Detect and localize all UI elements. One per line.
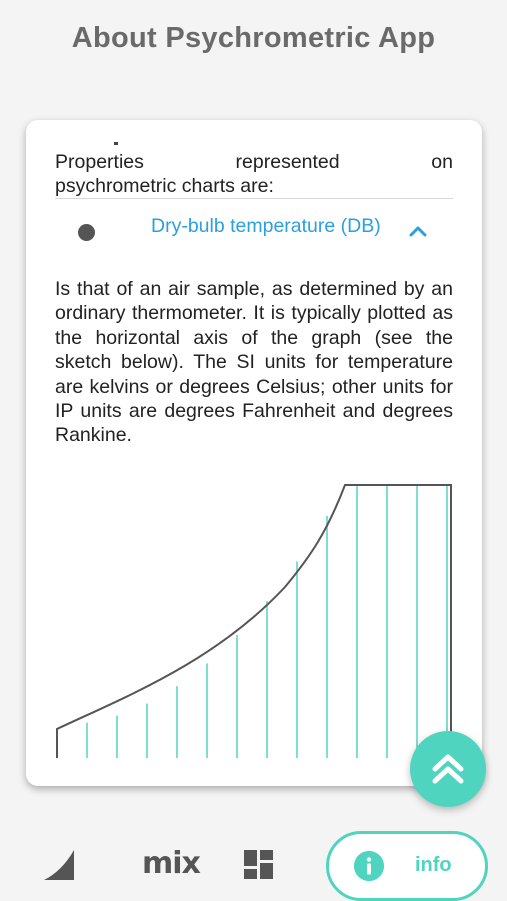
dry-bulb-sketch bbox=[55, 482, 455, 762]
intro-word: on bbox=[431, 151, 453, 173]
nav-dashboard-button[interactable] bbox=[244, 850, 274, 880]
sketch-outline bbox=[57, 485, 451, 758]
divider bbox=[55, 198, 453, 199]
scroll-top-button[interactable] bbox=[410, 731, 486, 807]
accordion-header-dry-bulb[interactable] bbox=[55, 212, 453, 262]
info-label: info bbox=[415, 854, 452, 876]
nav-info-button[interactable] bbox=[326, 831, 488, 901]
bullet-icon bbox=[78, 224, 95, 241]
intro-text bbox=[55, 150, 453, 198]
chart-wedge-icon bbox=[44, 850, 74, 880]
intro-word: Properties bbox=[55, 151, 144, 173]
double-chevron-up-icon bbox=[430, 751, 466, 787]
chevron-up-icon[interactable] bbox=[407, 224, 429, 238]
accordion-description: Is that of an air sample, as determined by an ordinary thermometer. It is typically plotted as the horizontal axis of the graph (see the sketch below). The SI units for temperature are kelvins or degrees Celsius; other units for IP units are degrees Fahrenheit and degrees Rankine. bbox=[55, 278, 453, 447]
nav-chart-button[interactable] bbox=[42, 848, 76, 882]
about-card bbox=[26, 120, 482, 786]
nav-mix-button[interactable]: mix bbox=[142, 846, 200, 881]
page-title: About Psychrometric App bbox=[71, 22, 436, 54]
dashboard-icon bbox=[244, 850, 273, 879]
sketch-grid bbox=[87, 485, 447, 758]
intro-word: represented bbox=[235, 151, 340, 173]
accordion-title: Dry-bulb temperature (DB) bbox=[151, 215, 381, 237]
intro-line: psychrometric charts are: bbox=[55, 175, 274, 197]
info-icon bbox=[354, 851, 384, 881]
scroll-indicator bbox=[114, 142, 118, 145]
